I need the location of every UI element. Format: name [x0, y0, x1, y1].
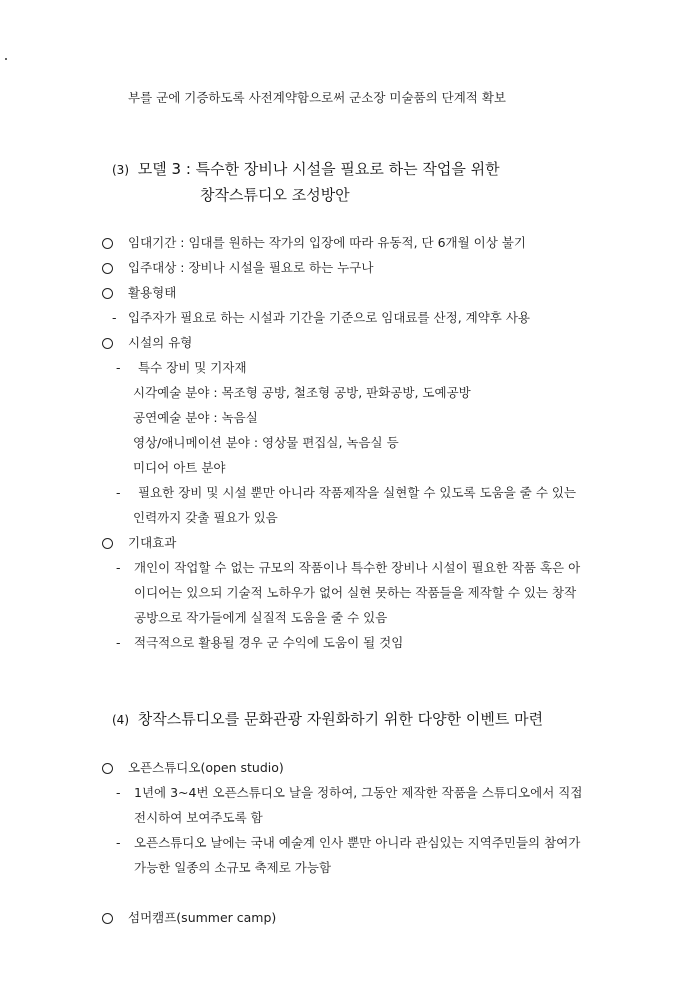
list-item: 개인이 작업할 수 없는 규모의 작품이나 특수한 장비나 시설이 필요한 작품 혹은 아 [134, 560, 581, 575]
list-item: 섬머캠프(summer camp) [128, 910, 277, 925]
list-item: 전시하여 보여주도록 함 [134, 810, 263, 825]
scan-speck [5, 58, 7, 60]
dash-marker: - [112, 310, 117, 325]
list-item: 가능한 일종의 소규모 축제로 가능함 [134, 860, 332, 875]
section4-number: (4) [112, 713, 129, 727]
list-item: 공방으로 작가들에게 실질적 도움을 줄 수 있음 [134, 610, 388, 625]
circle-bullet-icon [102, 538, 113, 549]
list-item: 기대효과 [128, 535, 177, 550]
list-item: 시각예술 분야 : 목조형 공방, 철조형 공방, 판화공방, 도예공방 [133, 385, 471, 400]
list-item: 입주대상 : 장비나 시설을 필요로 하는 누구나 [128, 260, 374, 275]
list-item: 영상/애니메이션 분야 : 영상물 편집실, 녹음실 등 [133, 435, 399, 450]
list-item: 입주자가 필요로 하는 시설과 기간을 기준으로 임대료를 산정, 계약후 사용 [128, 310, 530, 325]
list-item: 필요한 장비 및 시설 뿐만 아니라 작품제작을 실현할 수 있도록 도움을 줄 수 있는 [138, 485, 577, 500]
section3-title-line1: 모델 3 : 특수한 장비나 시설을 필요로 하는 작업을 위한 [137, 160, 500, 178]
circle-bullet-icon [102, 913, 113, 924]
list-item: 시설의 유형 [128, 335, 193, 350]
dash-marker: - [116, 635, 121, 650]
list-item: 1년에 3~4번 오픈스튜디오 날을 정하여, 그동안 제작한 작품을 스튜디오에서 직접 [134, 785, 583, 800]
section4-title: 창작스튜디오를 문화관광 자원화하기 위한 다양한 이벤트 마련 [137, 710, 544, 728]
section3-number: (3) [112, 163, 129, 177]
dash-marker: - [116, 360, 121, 375]
circle-bullet-icon [102, 238, 113, 249]
list-item: 이디어는 있으되 기술적 노하우가 없어 실현 못하는 작품들을 제작할 수 있는 창작 [134, 585, 577, 600]
list-item: 오픈스튜디오 날에는 국내 예술계 인사 뿐만 아니라 관심있는 지역주민들의 참여가 [134, 835, 581, 850]
dash-marker: - [116, 485, 121, 500]
section4-heading [112, 709, 543, 730]
section3-title-line2: 창작스튜디오 조성방안 [200, 186, 350, 204]
dash-marker: - [116, 560, 121, 575]
dash-marker: - [116, 835, 121, 850]
list-item: 임대기간 : 임대를 원하는 작가의 입장에 따라 유동적, 단 6개월 이상 불기 [128, 235, 526, 250]
list-item: 미디어 아트 분야 [133, 460, 226, 475]
list-item: 공연예술 분야 : 녹음실 [133, 410, 258, 425]
list-item: 오픈스튜디오(open studio) [128, 760, 284, 775]
section3-heading [112, 159, 500, 180]
list-item: 활용형태 [128, 285, 177, 300]
circle-bullet-icon [102, 763, 113, 774]
circle-bullet-icon [102, 288, 113, 299]
intro-line: 부를 군에 기증하도록 사전계약함으로써 군소장 미술품의 단계적 확보 [128, 90, 506, 105]
list-item: 특수 장비 및 기자재 [138, 360, 247, 375]
dash-marker: - [116, 785, 121, 800]
list-item: 인력까지 갖출 필요가 있음 [133, 510, 278, 525]
list-item: 적극적으로 활용될 경우 군 수익에 도움이 될 것임 [134, 635, 404, 650]
circle-bullet-icon [102, 338, 113, 349]
circle-bullet-icon [102, 263, 113, 274]
